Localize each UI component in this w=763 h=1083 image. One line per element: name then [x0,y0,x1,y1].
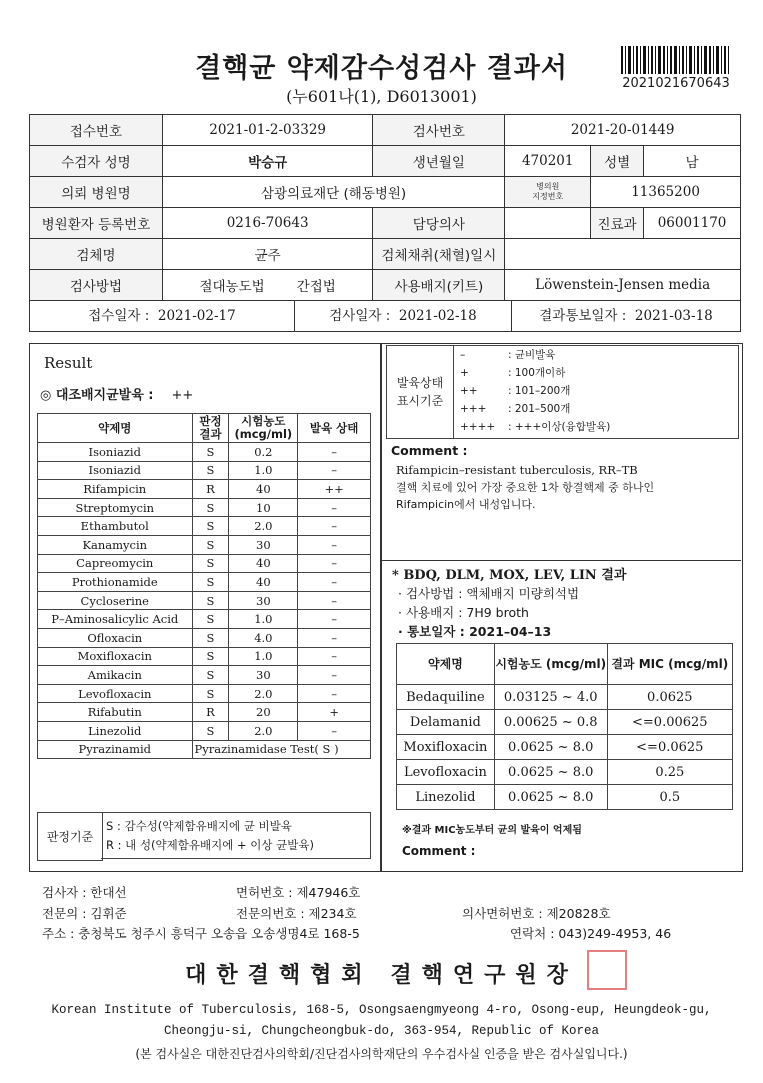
drug-table-body [38,443,371,741]
growth-standard-list [460,346,610,436]
growth-standard-label [386,345,454,439]
table-row [38,517,371,536]
certification-note: (본 검사실은 대한진단검사의학회/진단검사의학재단의 우수검사실 인증을 받은 검사실입니다.) [135,1047,628,1061]
drug-result: S [192,684,229,703]
drug-result: S [192,666,229,685]
patient-no-label: 병원환자 등록번호 [30,208,163,239]
table-row [38,684,371,703]
drug-conc: 40 [229,554,298,573]
drug-conc: 2.0 [229,517,298,536]
growth-desc: : 100개이하 [508,367,566,379]
growth-desc: : 101–200개 [508,385,571,397]
test-date-block [295,301,512,331]
growth-desc: : 균비발육 [508,349,556,361]
drug-name: Isoniazid [38,461,193,480]
drug-conc: 4.0 [229,628,298,647]
test-date-value: 2021-02-18 [398,308,477,324]
drug-result: S [192,573,229,592]
growth-symbol: + [460,367,469,379]
sex-value: 남 [644,146,741,177]
drug-name: P–Aminosalicylic Acid [38,610,193,629]
doctor-license: 의사면허번호 : 제20828호 [462,906,611,921]
drug-result: R [192,480,229,499]
growth-symbol: +++ [460,403,487,415]
drug-result: S [192,554,229,573]
drug-growth: ++ [298,480,371,499]
reception-no-label: 접수번호 [30,115,163,146]
mic-drug-name: Bedaquiline [397,685,495,710]
drug-growth: – [298,591,371,610]
mic-range: 0.03125 ~ 4.0 [494,685,607,710]
mic-col-range: 시험농도 (mcg/ml) [494,644,607,685]
criteria-body [101,812,371,859]
info-row [30,115,741,146]
mic-col-drug: 약제명 [397,644,495,685]
mic-range: 0.00625 ~ 0.8 [494,710,607,735]
name-label: 수검자 성명 [30,146,163,177]
table-row [38,498,371,517]
hospital-label: 의뢰 병원명 [30,177,163,208]
drug-conc: 40 [229,480,298,499]
drug-result-table [37,413,371,759]
mic-value: 0.0625 [607,685,732,710]
drug-conc: 30 [229,535,298,554]
notify-date-block [512,301,740,331]
mic-drug-name: Moxifloxacin [397,735,495,760]
mic-drug-name: Delamanid [397,710,495,735]
drug-result: S [192,647,229,666]
drug-result: S [192,443,229,462]
table-row [38,703,371,722]
specialist-no: 전문의번호 : 제234호 [236,906,357,921]
table-row [397,785,733,810]
drug-name: Cycloserine [38,591,193,610]
table-row [38,461,371,480]
drug-name: Streptomycin [38,498,193,517]
col-growth: 발육 상태 [298,414,371,443]
medium-value: Löwenstein-Jensen media [505,270,741,301]
examiner-license: 면허번호 : 제47946호 [236,885,361,900]
table-row [38,591,371,610]
control-growth-value: ++ [171,388,194,403]
collect-date-label: 검체채취(채혈)일시 [373,239,505,270]
criteria-r: R : 내 성(약제함유배지에 + 이상 균발육) [106,838,314,852]
comment-label: Comment : [391,443,468,458]
drug-result: S [192,721,229,740]
drug-growth: + [298,703,371,722]
bdq-comment-label: Comment : [402,844,476,858]
table-row [38,554,371,573]
drug-growth: – [298,498,371,517]
growth-symbol: ++++ [460,421,496,433]
drug-conc: 1.0 [229,461,298,480]
drug-result: S [192,498,229,517]
contact: 연락처 : 043)249-4953, 46 [510,926,672,941]
drug-growth: – [298,554,371,573]
comment-line-2: 결핵 치료에 있어 가장 중요한 1차 항결핵제 중 하나인 [396,481,655,494]
drug-growth: – [298,610,371,629]
drug-name: Amikacin [38,666,193,685]
drug-conc: 0.2 [229,443,298,462]
mic-drug-name: Levofloxacin [397,760,495,785]
test-no-value: 2021-20-01449 [505,115,741,146]
specialist: 전문의 : 김휘준 [42,906,127,921]
name-value: 박승규 [162,146,373,177]
mic-table-body [397,685,733,810]
drug-name: Kanamycin [38,535,193,554]
table-row [38,535,371,554]
patient-no-value: 0216-70643 [162,208,373,239]
bdq-medium: · 사용배지 : 7H9 broth [398,605,529,620]
document-title: 결핵균 약제감수성검사 결과서 [195,53,568,84]
notify-date-value: 2021-03-18 [634,308,713,324]
growth-symbol: – [460,349,466,361]
info-row [30,270,741,301]
comment-line-3: Rifampicin에서 내성입니다. [396,498,536,511]
recv-date-label: 접수일자 : [88,308,150,324]
panel-divider [380,560,741,561]
patient-info-table [29,114,741,332]
official-seal-stamp [587,950,627,990]
info-row [30,146,741,177]
drug-conc: 30 [229,666,298,685]
drug-growth: – [298,647,371,666]
control-growth [40,384,193,403]
table-row [397,710,733,735]
mic-value: <=0.0625 [607,735,732,760]
criteria-label: 판정기준 [37,812,103,861]
mic-result-table [396,643,733,810]
table-row [38,647,371,666]
drug-table-header [38,414,371,443]
drug-result: S [192,628,229,647]
mic-table-header [397,644,733,685]
pza-row [38,740,371,759]
comment-line-1: Rifampicin–resistant tuberculosis, RR–TB [396,463,638,477]
inst-code-label-1: 병의원 [536,182,560,191]
info-row [30,208,741,239]
drug-name: Ethambutol [38,517,193,536]
table-row [38,573,371,592]
drug-conc: 40 [229,573,298,592]
drug-name: Ofloxacin [38,628,193,647]
mic-value: 0.5 [607,785,732,810]
mic-value: <=0.00625 [607,710,732,735]
drug-name: Capreomycin [38,554,193,573]
document-subtitle: (누601나(1), D6013001) [286,87,477,106]
growth-label-1: 발육상태 [396,376,444,390]
dob-value: 470201 [505,146,591,177]
drug-result: S [192,535,229,554]
bdq-notify-date: · 통보일자 : 2021–04–13 [398,624,552,639]
mic-range: 0.0625 ~ 8.0 [494,785,607,810]
organization-name: 대한결핵협회 결핵연구원장 [185,963,578,988]
table-row [38,443,371,462]
method-label: 검사방법 [30,270,163,301]
drug-growth: – [298,721,371,740]
hospital-value: 삼광의료재단 (해동병원) [162,177,504,208]
pza-test: Pyrazinamidase Test( S ) [192,740,370,759]
drug-growth: – [298,443,371,462]
drug-result: S [192,517,229,536]
table-row [38,628,371,647]
drug-growth: – [298,461,371,480]
recv-date-block [30,301,295,331]
table-row [397,735,733,760]
drug-conc: 10 [229,498,298,517]
mic-value: 0.25 [607,760,732,785]
drug-growth: – [298,535,371,554]
mic-col-mic: 결과 MIC (mcg/ml) [607,644,732,685]
drug-conc: 2.0 [229,684,298,703]
barcode-number: 2021021670643 [622,76,730,91]
mic-range: 0.0625 ~ 8.0 [494,760,607,785]
inst-code-label [505,177,591,208]
recv-date-value: 2021-02-17 [157,308,236,324]
test-no-label: 검사번호 [373,115,505,146]
drug-growth: – [298,684,371,703]
reception-no-value: 2021-01-2-03329 [162,115,373,146]
drug-growth: – [298,573,371,592]
test-date-label: 검사일자 : [329,308,391,324]
examiner: 검사자 : 한대선 [42,885,127,900]
method-value [162,270,373,301]
table-row [38,666,371,685]
control-growth-label: ◎ 대조배지균발육 : [40,388,154,403]
drug-name: Rifampicin [38,480,193,499]
bdq-section-title: * BDQ, DLM, MOX, LEV, LIN 결과 [392,568,627,583]
medium-label: 사용배지(키트) [373,270,505,301]
drug-name: Rifabutin [38,703,193,722]
dates-cell [30,301,741,332]
org-address-en-1: Korean Institute of Tuberculosis, 168-5, Osongsaengmyeong 4-ro, Osong-eup, Heungdeok-gu, [51,1003,712,1017]
table-row [38,610,371,629]
comment-text [396,462,654,513]
drug-result: S [192,461,229,480]
mic-range: 0.0625 ~ 8.0 [494,735,607,760]
list-item [460,400,610,418]
bdq-method: · 검사방법 : 액체배지 미량희석법 [398,586,580,601]
notify-date-label: 결과통보일자 : [539,308,627,324]
drug-growth: – [298,666,371,685]
drug-name: Isoniazid [38,443,193,462]
list-item [460,382,610,400]
drug-growth: – [298,628,371,647]
mic-drug-name: Linezolid [397,785,495,810]
inst-code-value: 11365200 [591,177,741,208]
col-result: 판정 결과 [192,414,229,443]
col-drug: 약제명 [38,414,193,443]
drug-conc: 30 [229,591,298,610]
info-row [30,239,741,270]
table-row [397,685,733,710]
col-conc: 시험농도 (mcg/ml) [229,414,298,443]
specimen-value: 균주 [162,239,373,270]
drug-result: S [192,591,229,610]
dept-label: 진료과 [591,208,644,239]
info-row [30,301,741,332]
drug-result: R [192,703,229,722]
method-1: 절대농도법 [199,279,265,295]
list-item [460,364,610,382]
table-row [397,760,733,785]
dates-row [30,301,740,331]
list-item [460,346,610,364]
table-row [38,721,371,740]
sex-label: 성별 [591,146,644,177]
drug-name: Levofloxacin [38,684,193,703]
inst-code-label-2: 지정번호 [532,192,564,201]
result-label: Result [44,354,93,372]
org-address-en-2: Cheongju-si, Chungcheongbuk-do, 363-954, Republic of Korea [163,1024,600,1038]
growth-desc: : 201–500개 [508,403,571,415]
drug-growth: – [298,517,371,536]
criteria-s: S : 감수성(약제함유배지에 균 비발육 [106,819,292,833]
drug-conc: 1.0 [229,647,298,666]
specimen-label: 검체명 [30,239,163,270]
doctor-value [505,208,591,239]
mic-note: ※결과 MIC농도부터 균의 발육이 억제됨 [402,825,582,836]
growth-desc: : +++이상(융합발육) [508,421,611,433]
doctor-label: 담당의사 [373,208,505,239]
drug-name: Linezolid [38,721,193,740]
dept-value: 06001170 [644,208,741,239]
drug-result: S [192,610,229,629]
growth-label-2: 표시기준 [396,394,444,408]
table-row [38,480,371,499]
method-2: 간접법 [296,279,336,295]
drug-conc: 20 [229,703,298,722]
dob-label: 생년월일 [373,146,505,177]
address: 주소 : 충청북도 청주시 흥덕구 오송읍 오송생명4로 168-5 [42,926,360,941]
list-item [460,418,610,436]
pza-drug: Pyrazinamid [38,740,193,759]
barcode-image [621,46,729,74]
drug-name: Prothionamide [38,573,193,592]
drug-conc: 1.0 [229,610,298,629]
drug-name: Moxifloxacin [38,647,193,666]
collect-date-value [505,239,741,270]
growth-symbol: ++ [460,385,478,397]
info-row [30,177,741,208]
drug-conc: 2.0 [229,721,298,740]
